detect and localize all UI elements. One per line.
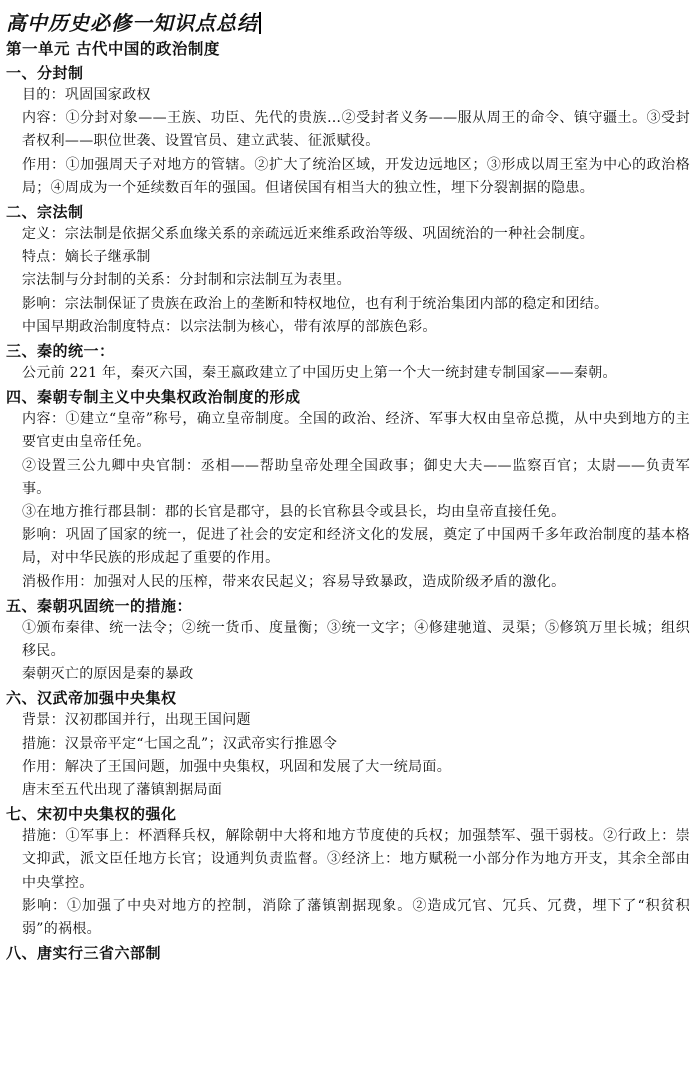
paragraph: 影响：宗法制保证了贵族在政治上的垄断和特权地位，也有利于统治集团内部的稳定和团结。	[22, 295, 609, 312]
section-heading: 七、宋初中央集权的强化	[6, 805, 177, 824]
section	[6, 340, 692, 385]
paragraph: ③在地方推行郡县制：郡的长官是郡守，县的长官称县令或县长，均由皇帝直接任免。	[22, 504, 566, 521]
document-title-text: 高中历史必修一知识点总结	[6, 11, 258, 35]
section-heading: 一、分封制	[6, 64, 84, 82]
paragraph: 秦朝灭亡的原因是秦的暴政	[22, 666, 194, 683]
section	[6, 942, 692, 964]
paragraph: 影响：巩固了国家的统一，促进了社会的安定和经济文化的发展，奠定了中国两千多年政治制度的基本格局，对中华民族的形成起了重要的作用。	[22, 527, 690, 567]
section-heading: 六、汉武帝加强中央集权	[6, 689, 177, 708]
unit-title: 第一单元 古代中国的政治制度	[6, 39, 220, 58]
section	[6, 803, 692, 941]
document-title	[6, 8, 692, 38]
section	[6, 687, 692, 802]
paragraph: ②设置三公九卿中央官制：丞相——帮助皇帝处理全国政事；御史大夫——监察百官；太尉——负责军事。	[22, 457, 690, 497]
paragraph: 中国早期政治制度特点：以宗法制为核心，带有浓厚的部族色彩。	[22, 318, 437, 335]
paragraph: ①颁布秦律、统一法令；②统一货币、度量衡；③统一文字；④修建驰道、灵渠；⑤修筑万里长城；组织移民。	[22, 619, 690, 660]
section	[6, 386, 692, 594]
paragraph: 宗法制与分封制的关系：分封制和宗法制互为表里。	[22, 272, 351, 289]
paragraph: 内容：①分封对象——王族、功臣、先代的贵族…②受封者义务——服从周王的命令、镇守疆土。③受封者权利——职位世袭、设置官员、建立武装、征派赋役。	[22, 110, 690, 150]
section-heading: 五、秦朝巩固统一的措施：	[6, 596, 193, 615]
paragraph: 背景：汉初郡国并行，出现王国问题	[22, 712, 251, 729]
paragraph: 影响：①加强了中央对地方的控制，消除了藩镇割据现象。②造成冗官、冗兵、冗费，埋下了“积贫积弱”的祸根。	[22, 897, 690, 938]
section-heading: 四、秦朝专制主义中央集权政治制度的形成	[6, 388, 301, 407]
text-cursor	[259, 12, 261, 34]
section	[6, 62, 692, 200]
sections-container	[6, 62, 692, 964]
paragraph: 措施：①军事上：杯酒释兵权，解除朝中大将和地方节度使的兵权；加强禁军、强干弱枝。②行政上：崇文抑武，派文臣任地方长官；设通判负责监督。③经济上：地方赋税一小部分作为地方开支，其余全部由中央掌控。	[22, 828, 690, 891]
paragraph: 措施：汉景帝平定“七国之乱”；汉武帝实行推恩令	[22, 735, 338, 752]
section-heading: 八、唐实行三省六部制	[6, 944, 162, 963]
paragraph: 公元前 221 年，秦灭六国，秦王嬴政建立了中国历史上第一个大一统封建专制国家——秦朝。	[22, 365, 617, 382]
paragraph: 消极作用：加强对人民的压榨，带来农民起义；容易导致暴政，造成阶级矛盾的激化。	[22, 573, 566, 590]
paragraph: 作用：解决了王国问题，加强中央集权，巩固和发展了大一统局面。	[22, 758, 451, 775]
paragraph: 唐末至五代出现了藩镇割据局面	[22, 782, 223, 799]
section-heading: 二、宗法制	[6, 203, 84, 222]
section	[6, 595, 692, 687]
section-heading: 三、秦的统一：	[6, 342, 115, 361]
paragraph: 内容：①建立“皇帝”称号，确立皇帝制度。全国的政治、经济、军事大权由皇帝总揽，从中央到地方的主要官吏由皇帝任免。	[22, 411, 690, 451]
section	[6, 201, 692, 339]
paragraph: 目的：巩固国家政权	[22, 87, 151, 103]
paragraph: 特点：嫡长子继承制	[22, 249, 151, 266]
paragraph: 作用：①加强周天子对地方的管辖。②扩大了统治区域，开发边远地区；③形成以周王室为中心的政治格局；④周成为一个延续数百年的强国。但诸侯国有相当大的独立性，埋下分裂割据的隐患。	[22, 156, 690, 196]
paragraph: 定义：宗法制是依据父系血缘关系的亲疏远近来维系政治等级、巩固统治的一种社会制度。	[22, 226, 594, 243]
